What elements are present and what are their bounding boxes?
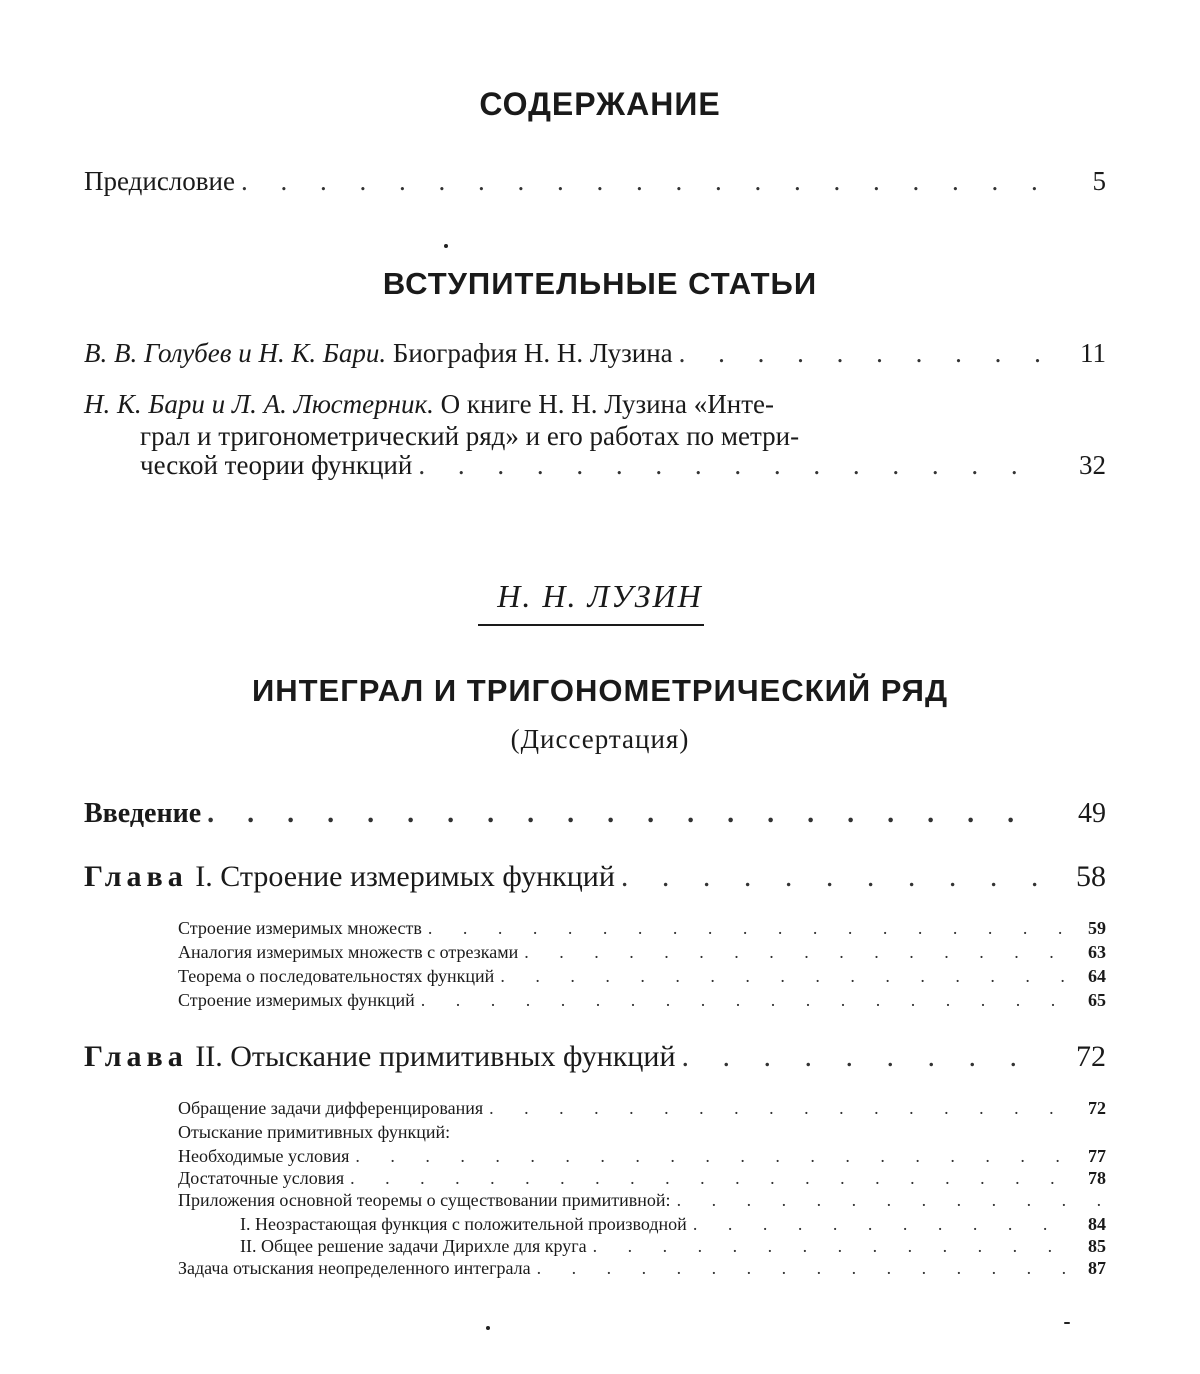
subentry-label: Строение измеримых множеств <box>178 918 422 938</box>
leader-dots <box>412 450 1046 481</box>
leader-dots <box>415 990 1066 1011</box>
entry-title-line-2: грал и тригонометрический ряд» и его работах по метри- <box>140 421 800 451</box>
entry-authors: В. В. Голубев и Н. К. Бари. <box>84 338 387 368</box>
print-speck <box>1064 1322 1070 1324</box>
entry-page: 49 <box>1078 798 1106 829</box>
leader-dots <box>235 166 1046 197</box>
toc-subentry <box>178 1098 1106 1119</box>
leader-dots <box>518 942 1066 963</box>
toc-subentry <box>178 1168 1106 1189</box>
toc-entry-introduction <box>84 798 1106 830</box>
subentry-label: Задача отыскания неопределенного интеграла <box>178 1258 531 1278</box>
leader-dots <box>344 1168 1066 1189</box>
leader-dots <box>483 1098 1066 1119</box>
toc-subentry-heading <box>178 1190 1106 1211</box>
toc-entry-book-review <box>84 388 1106 452</box>
chapter-prefix: Глава <box>84 860 188 893</box>
subentry-page: 85 <box>1088 1236 1106 1256</box>
leader-dots <box>671 1190 1106 1211</box>
toc-subentry <box>178 918 1106 939</box>
subentry-page: 63 <box>1088 942 1106 962</box>
subentry-page: 64 <box>1088 966 1106 986</box>
subentry-page: 87 <box>1088 1258 1106 1278</box>
section-heading-intro: ВСТУПИТЕЛЬНЫЕ СТАТЬИ <box>382 266 818 301</box>
leader-dots <box>531 1258 1066 1279</box>
entry-label: Предисловие <box>84 166 235 196</box>
page-title: СОДЕРЖАНИЕ <box>479 86 721 122</box>
toc-entry-preface <box>84 166 1106 197</box>
subentry-page: 78 <box>1088 1168 1106 1188</box>
toc-entry-biography <box>84 338 1106 369</box>
entry-page: 5 <box>1092 166 1106 196</box>
toc-subentry <box>240 1214 1106 1235</box>
subentry-page: 84 <box>1088 1214 1106 1234</box>
chapter-heading <box>84 1040 676 1074</box>
subentry-page: 72 <box>1088 1098 1106 1118</box>
toc-subentry <box>240 1236 1106 1257</box>
leader-dots <box>615 860 1046 894</box>
subentry-page: 59 <box>1088 918 1106 938</box>
toc-subentry-heading <box>178 1122 1106 1143</box>
toc-entry-chapter-1 <box>84 860 1106 894</box>
subentry-page: 77 <box>1088 1146 1106 1166</box>
subentry-label: Теорема о последовательностях функций <box>178 966 495 986</box>
subentry-label: II. Общее решение задачи Дирихле для круга <box>240 1236 587 1256</box>
leader-dots <box>687 1214 1066 1235</box>
subentry-label: Приложения основной теоремы о существовании примитивной: <box>178 1190 671 1210</box>
entry-page: 11 <box>1080 338 1106 368</box>
leader-dots <box>422 918 1066 939</box>
entry-page: 58 <box>1076 860 1106 893</box>
entry-page: 32 <box>1079 450 1106 480</box>
chapter-title: I. Строение измеримых функций <box>195 860 615 893</box>
entry-page: 72 <box>1076 1040 1106 1073</box>
entry-label <box>84 338 673 369</box>
subentry-label: I. Неозрастающая функция с положительной производной <box>240 1214 687 1234</box>
leader-dots <box>349 1146 1066 1167</box>
chapter-heading <box>84 860 615 894</box>
subentry-label: Обращение задачи дифференцирования <box>178 1098 484 1118</box>
toc-subentry <box>178 942 1106 963</box>
author-rule <box>478 624 704 626</box>
leader-dots <box>201 798 1046 830</box>
toc-subentry <box>178 990 1106 1011</box>
toc-subentry <box>178 1146 1106 1167</box>
entry-label: Введение <box>84 798 202 829</box>
work-title: ИНТЕГРАЛ И ТРИГОНОМЕТРИЧЕСКИЙ РЯД <box>251 673 949 708</box>
leader-dots <box>676 1040 1046 1074</box>
entry-title-line-3: ческой теории функций <box>140 450 413 480</box>
leader-dots <box>587 1236 1066 1257</box>
toc-subentry <box>178 966 1106 987</box>
print-speck <box>486 1326 490 1330</box>
chapter-prefix: Глава <box>84 1040 188 1073</box>
entry-title: Биография Н. Н. Лузина <box>392 338 673 368</box>
subentry-label: Аналогия измеримых множеств с отрезками <box>178 942 519 962</box>
entry-title-line-1: О книге Н. Н. Лузина «Инте- <box>440 389 774 419</box>
toc-subentry <box>178 1258 1106 1279</box>
work-subtitle: (Диссертация) <box>510 724 690 754</box>
subentry-label: Необходимые условия <box>178 1146 350 1166</box>
entry-line-1 <box>84 388 1106 420</box>
toc-entry-book-review-end <box>140 450 1106 481</box>
leader-dots <box>673 338 1046 369</box>
chapter-title: II. Отыскание примитивных функций <box>195 1040 676 1073</box>
subentry-page: 65 <box>1088 990 1106 1010</box>
entry-authors: Н. К. Бари и Л. А. Люстерник. <box>84 389 434 419</box>
subentry-label: Отыскание примитивных функций: <box>178 1122 451 1142</box>
leader-dots <box>494 966 1066 987</box>
subentry-label: Строение измеримых функций <box>178 990 415 1010</box>
subentry-label: Достаточные условия <box>178 1168 345 1188</box>
toc-entry-chapter-2 <box>84 1040 1106 1074</box>
print-speck <box>444 244 448 248</box>
author-name: Н. Н. ЛУЗИН <box>497 578 703 614</box>
